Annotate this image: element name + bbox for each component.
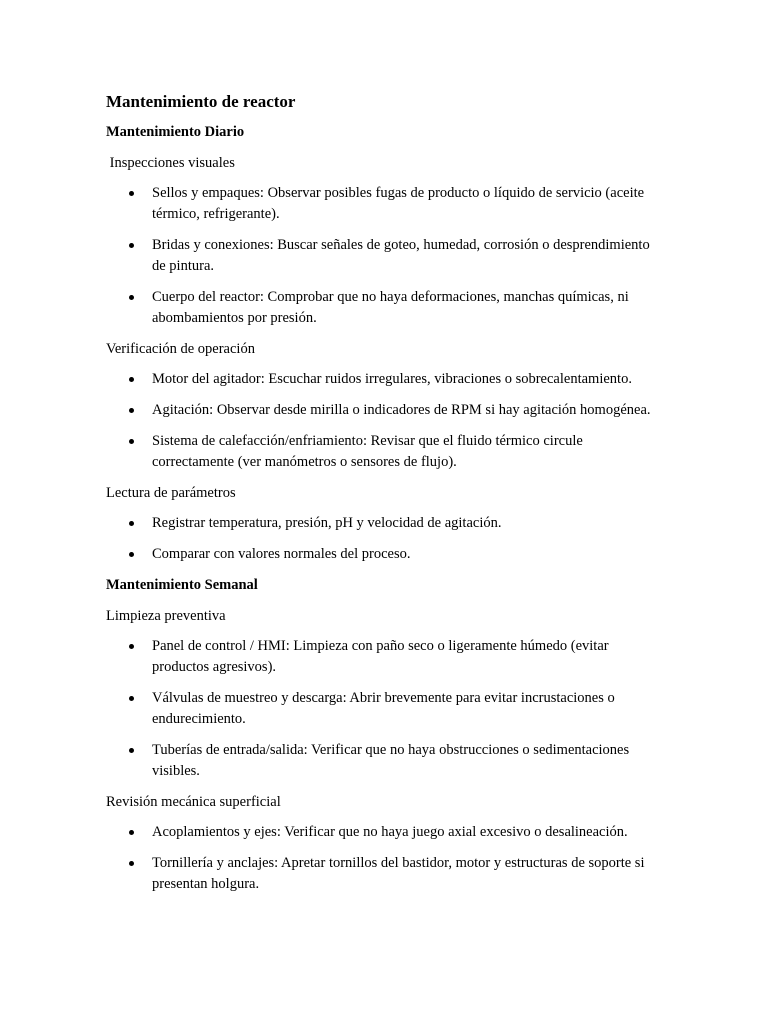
subsection-heading: Revisión mecánica superficial bbox=[106, 794, 281, 810]
list-item-text: Motor del agitador: Escuchar ruidos irregulares, vibraciones o sobrecalentamiento. bbox=[152, 371, 632, 387]
list-item-text: Sellos y empaques: Observar posibles fugas de producto o líquido de servicio (aceite térmico, refrigerante). bbox=[152, 185, 645, 222]
bullet-list bbox=[106, 369, 666, 473]
bullet-icon bbox=[129, 408, 134, 413]
bullet-icon bbox=[129, 295, 134, 300]
bullet-list bbox=[106, 513, 666, 565]
subsection-heading: Lectura de parámetros bbox=[106, 485, 236, 501]
list-item bbox=[106, 853, 666, 895]
bullet-list bbox=[106, 822, 666, 895]
document-title: Mantenimiento de reactor bbox=[106, 92, 296, 111]
list-item-text: Tuberías de entrada/salida: Verificar que no haya obstrucciones o sedimentaciones visibles. bbox=[152, 742, 630, 779]
bullet-icon bbox=[129, 696, 134, 701]
bullet-icon bbox=[129, 439, 134, 444]
bullet-icon bbox=[129, 748, 134, 753]
list-item bbox=[106, 235, 666, 277]
list-item bbox=[106, 287, 666, 329]
bullet-icon bbox=[129, 521, 134, 526]
bullet-icon bbox=[129, 644, 134, 649]
list-item-text: Acoplamientos y ejes: Verificar que no haya juego axial excesivo o desalineación. bbox=[152, 824, 628, 840]
subsection-heading: Inspecciones visuales bbox=[106, 155, 235, 171]
list-item-text: Panel de control / HMI: Limpieza con paño seco o ligeramente húmedo (evitar productos agresivos). bbox=[152, 638, 609, 675]
subsection-heading: Limpieza preventiva bbox=[106, 608, 226, 624]
list-item-text: Bridas y conexiones: Buscar señales de goteo, humedad, corrosión o desprendimiento de pintura. bbox=[152, 237, 650, 274]
bullet-list bbox=[106, 183, 666, 329]
subsection-heading: Verificación de operación bbox=[106, 341, 255, 357]
list-item bbox=[106, 822, 666, 843]
list-item bbox=[106, 636, 666, 678]
section-heading-diario: Mantenimiento Diario bbox=[106, 124, 245, 140]
list-item bbox=[106, 740, 666, 782]
bullet-list bbox=[106, 636, 666, 782]
list-item-text: Tornillería y anclajes: Apretar tornillos del bastidor, motor y estructuras de soporte si presentan holgura. bbox=[152, 855, 645, 892]
bullet-icon bbox=[129, 243, 134, 248]
list-item bbox=[106, 369, 666, 390]
list-item bbox=[106, 183, 666, 225]
list-item bbox=[106, 544, 666, 565]
list-item-text: Registrar temperatura, presión, pH y velocidad de agitación. bbox=[152, 515, 502, 531]
bullet-icon bbox=[129, 377, 134, 382]
section-heading-semanal: Mantenimiento Semanal bbox=[106, 577, 258, 593]
list-item-text: Cuerpo del reactor: Comprobar que no haya deformaciones, manchas químicas, ni abombamientos por presión. bbox=[152, 289, 629, 326]
list-item-text: Agitación: Observar desde mirilla o indicadores de RPM si hay agitación homogénea. bbox=[152, 402, 651, 418]
list-item bbox=[106, 431, 666, 473]
bullet-icon bbox=[129, 191, 134, 196]
list-item-text: Sistema de calefacción/enfriamiento: Revisar que el fluido térmico circule correctamente (ver manómetros o sensores de flujo). bbox=[152, 433, 583, 470]
list-item-text: Válvulas de muestreo y descarga: Abrir brevemente para evitar incrustaciones o endurecimiento. bbox=[152, 690, 615, 727]
document-page bbox=[106, 90, 666, 905]
list-item bbox=[106, 400, 666, 421]
bullet-icon bbox=[129, 861, 134, 866]
list-item bbox=[106, 688, 666, 730]
bullet-icon bbox=[129, 830, 134, 835]
bullet-icon bbox=[129, 552, 134, 557]
list-item bbox=[106, 513, 666, 534]
list-item-text: Comparar con valores normales del proceso. bbox=[152, 546, 411, 562]
